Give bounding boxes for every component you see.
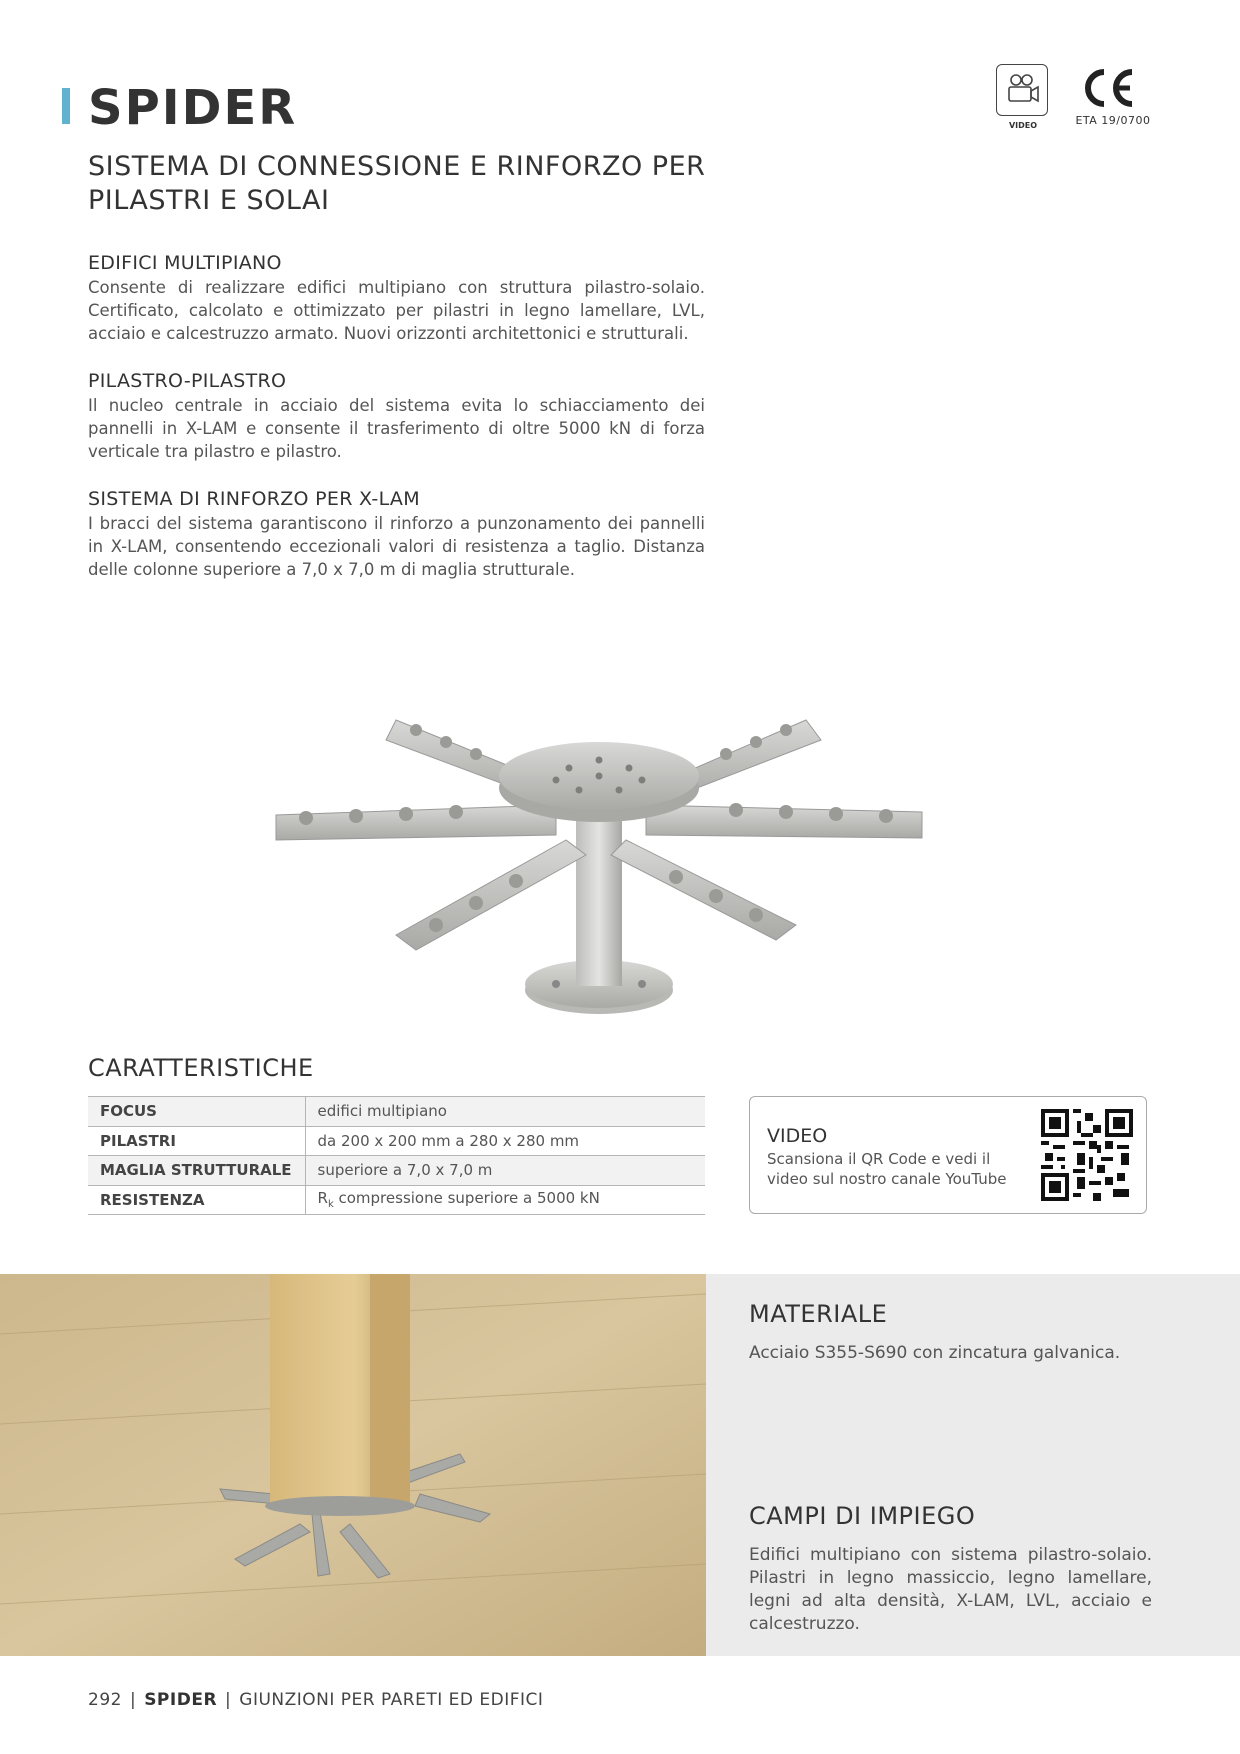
section-text: Consente di realizzare edifici multipiano con struttura pilastro-solaio. Certificato, calcolato e ottimizzato per pilastri in legno lamellare, LVL, acciaio e calcestruzzo armato. Nuovi orizzonti architettonici e strutturali.	[88, 278, 705, 343]
video-box-text: Scansiona il QR Code e vedi il video sul nostro canale YouTube	[767, 1150, 1007, 1188]
table-value	[305, 1185, 705, 1215]
title-accent-bar	[62, 88, 70, 124]
qr-code-icon[interactable]	[1041, 1109, 1133, 1201]
page-number: 292	[88, 1690, 122, 1710]
campi-text: Edifici multipiano con sistema pilastro-solaio. Pilastri in legno massiccio, legno lamellare, legni ad alta densità, X-LAM, LVL, acciaio e calcestruzzo.	[749, 1545, 1152, 1634]
ce-mark-icon	[1080, 66, 1136, 110]
rk-subscript: k	[327, 1199, 334, 1211]
caratteristiche-title: CARATTERISTICHE	[88, 1054, 314, 1082]
page-footer	[88, 1690, 543, 1710]
footer-separator: |	[129, 1690, 137, 1710]
table-row	[88, 1097, 705, 1127]
page-title: SPIDER	[88, 80, 298, 136]
video-camera-icon	[1005, 71, 1041, 107]
section-heading: SISTEMA DI RINFORZO PER X-LAM	[88, 488, 420, 510]
table-key: MAGLIA STRUTTURALE	[88, 1156, 305, 1186]
page-subtitle: SISTEMA DI CONNESSIONE E RINFORZO PER PILASTRI E SOLAI	[88, 151, 706, 216]
section-text: Il nucleo centrale in acciaio del sistema evita lo schiacciamento dei pannelli in X-LAM e consente il trasferimento di oltre 5000 kN di forza verticale tra pilastro e pilastro.	[88, 396, 705, 461]
table-key: FOCUS	[88, 1097, 305, 1127]
resistenza-value: compressione superiore a 5000 kN	[333, 1189, 600, 1208]
section-pilastro-pilastro	[88, 370, 705, 463]
materiale-title: MATERIALE	[749, 1300, 888, 1328]
section-heading: PILASTRO-PILASTRO	[88, 370, 287, 392]
caratteristiche-table	[88, 1096, 705, 1215]
installation-photo	[0, 1274, 706, 1656]
table-key: PILASTRI	[88, 1126, 305, 1156]
section-edifici-multipiano	[88, 252, 705, 345]
section-rinforzo-xlam	[88, 488, 705, 581]
table-row	[88, 1156, 705, 1186]
table-value: superiore a 7,0 x 7,0 m	[317, 1161, 493, 1180]
campi-title: CAMPI DI IMPIEGO	[749, 1502, 976, 1530]
section-heading: EDIFICI MULTIPIANO	[88, 252, 282, 274]
info-panel	[706, 1274, 1240, 1656]
video-box-title: VIDEO	[767, 1125, 828, 1147]
section-text: I bracci del sistema garantiscono il rinforzo a punzonamento dei pannelli in X-LAM, consentendo eccezionali valori di resistenza a taglio. Distanza delle colonne superiore a 7,0 x 7,0 m di maglia strutturale.	[88, 514, 705, 579]
table-row	[88, 1185, 705, 1215]
footer-category: GIUNZIONI PER PARETI ED EDIFICI	[239, 1690, 544, 1710]
table-key: RESISTENZA	[88, 1185, 305, 1215]
table-value: da 200 x 200 mm a 280 x 280 mm	[317, 1131, 580, 1150]
materiale-text: Acciaio S355-S690 con zincatura galvanica.	[749, 1343, 1121, 1363]
video-badge[interactable]	[996, 64, 1048, 130]
video-box[interactable]	[749, 1096, 1147, 1214]
table-value: edifici multipiano	[317, 1102, 447, 1121]
footer-product: SPIDER	[144, 1690, 218, 1710]
spider-connector-image	[266, 700, 932, 1030]
footer-separator: |	[225, 1690, 232, 1710]
rk-symbol: R	[317, 1189, 328, 1208]
table-row	[88, 1126, 705, 1156]
video-badge-label: VIDEO	[1008, 121, 1038, 130]
eta-label: ETA 19/0700	[1075, 114, 1151, 127]
